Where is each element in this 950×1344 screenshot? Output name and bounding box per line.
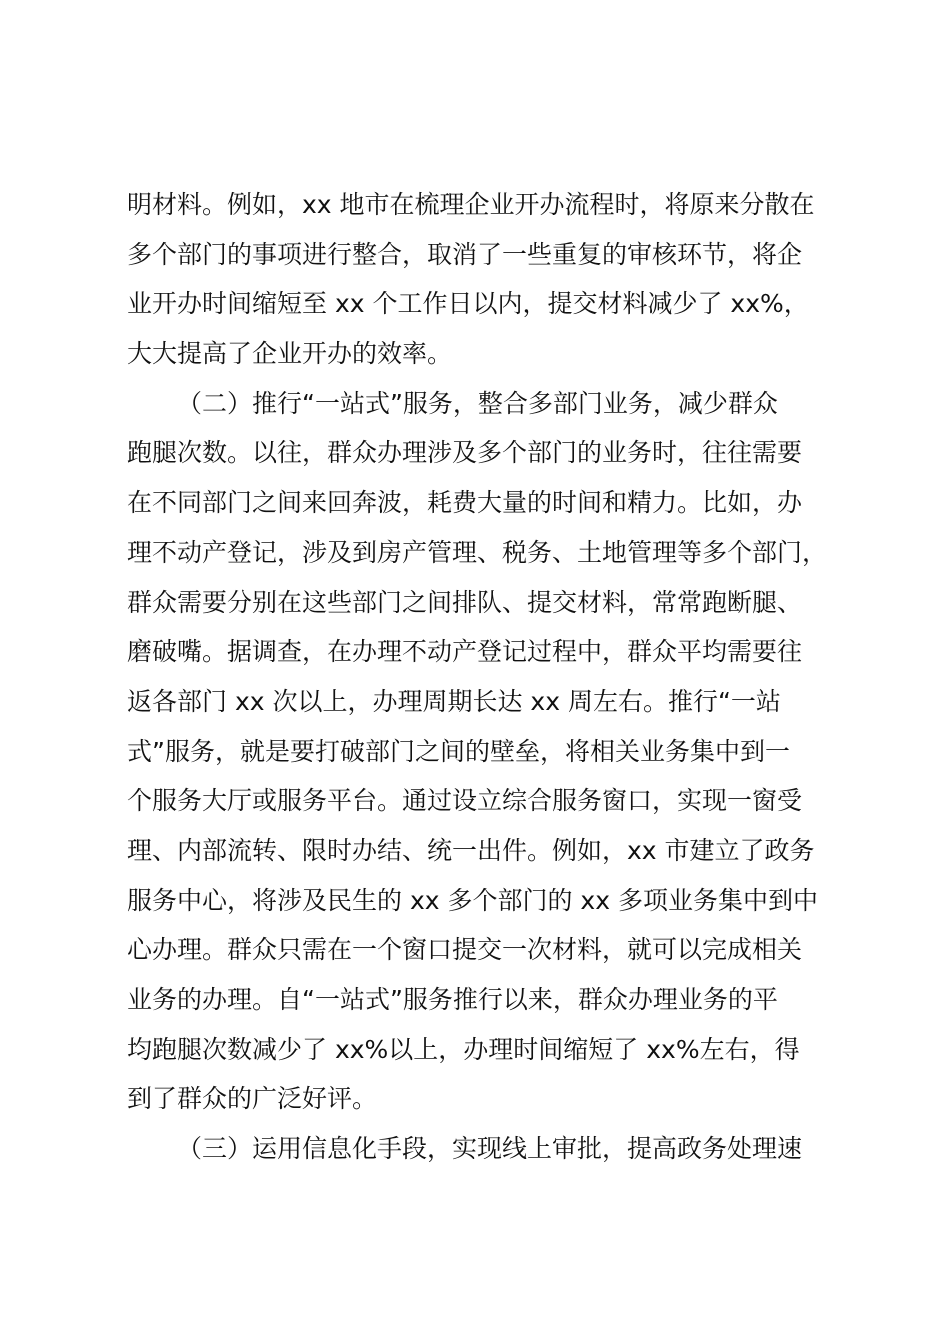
text-line: 心办理。群众只需在一个窗口提交一次材料，就可以完成相关 — [127, 935, 803, 965]
text-line: 跑腿次数。以往，群众办理涉及多个部门的业务时，往往需要 — [127, 438, 803, 468]
text-line: 业开办时间缩短至 xx 个工作日以内，提交材料减少了 xx%， — [127, 289, 809, 319]
text-line: 大大提高了企业开办的效率。 — [127, 339, 453, 369]
text-line: 均跑腿次数减少了 xx%以上，办理时间缩短了 xx%左右，得 — [127, 1034, 800, 1064]
text-line: 业务的办理。自“一站式”服务推行以来，群众办理业务的平 — [127, 985, 778, 1014]
text-line: 服务中心，将涉及民生的 xx 多个部门的 xx 多项业务集中到中 — [127, 885, 818, 915]
text-line: 在不同部门之间来回奔波，耗费大量的时间和精力。比如，办 — [127, 488, 803, 518]
text-line: 群众需要分别在这些部门之间排队、提交材料，常常跑断腿、 — [127, 587, 803, 617]
body-text — [127, 180, 839, 1174]
text-line: 到了群众的广泛好评。 — [127, 1084, 378, 1114]
text-line: 明材料。例如，xx 地市在梳理企业开办流程时，将原来分散在 — [127, 190, 815, 219]
text-line: （三）运用信息化手段，实现线上审批，提高政务处理速 — [177, 1134, 803, 1164]
text-line: 多个部门的事项进行整合，取消了一些重复的审核环节，将企 — [127, 239, 803, 269]
text-line: 磨破嘴。据调查，在办理不动产登记过程中，群众平均需要往 — [127, 637, 803, 667]
text-line: 理不动产登记，涉及到房产管理、税务、土地管理等多个部门， — [127, 537, 828, 567]
text-line: 个服务大厅或服务平台。通过设立综合服务窗口，实现一窗受 — [127, 786, 803, 816]
text-line: 式”服务，就是要打破部门之间的壁垒，将相关业务集中到一 — [127, 736, 790, 766]
text-line: （二）推行“一站式”服务，整合多部门业务，减少群众 — [177, 388, 778, 418]
text-line: 返各部门 xx 次以上，办理周期长达 xx 周左右。推行“一站 — [127, 686, 781, 716]
text-line: 理、内部流转、限时办结、统一出件。例如，xx 市建立了政务 — [127, 835, 815, 865]
